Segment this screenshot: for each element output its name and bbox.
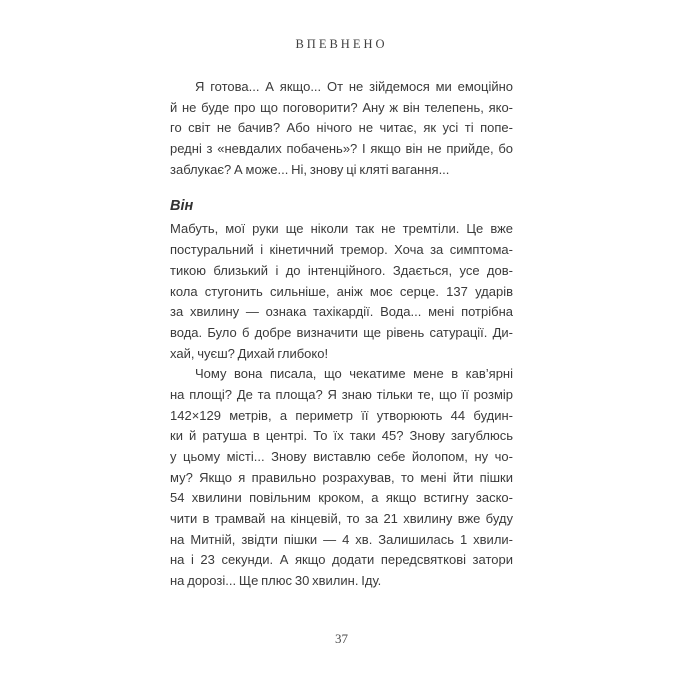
text-line: го світ не бачив? Або нічого не читає, як усі ті попе- <box>170 120 513 136</box>
text-line: тикою близький і до інтенційного. Здається, усе дов- <box>170 262 513 278</box>
text-line: у цьому місті... Знову виставлю себе йолопом, ну чо- <box>170 449 513 464</box>
text-line: на і 23 секунди. А якщо додати передсвяткові затори <box>170 552 513 568</box>
paragraph <box>170 364 513 592</box>
text-line: 142×129 метрів, а периметр її утворюють 44 будин- <box>170 407 513 423</box>
running-header: ВПЕВНЕНО <box>295 37 388 51</box>
text-line: му? Якщо я правильно розрахував, то мені йти пішки <box>170 469 513 485</box>
text-line: на дорозі... Ще плюс 30 хвилин. Іду. <box>170 573 382 589</box>
text-line: ки й ратуша в центрі. То їх таки 45? Знову загублюсь <box>170 428 513 444</box>
body-text-block <box>170 77 513 592</box>
text-line: хай, чуєш? Дихай глибоко! <box>170 345 329 361</box>
text-line: вода. Було б добре визначити ще рівень сатурації. Ди- <box>170 324 513 340</box>
text-line: заблукає? А може... Ні, знову ці кляті вагання... <box>170 161 450 177</box>
text-line: Чому вона писала, що чекатиме мене в кав’ярні <box>195 366 513 382</box>
text-line: за хвилину — ознака тахікардії. Вода... мені потрібна <box>170 304 513 320</box>
text-line: на Митній, звідти пішки — 4 хв. Залишилась 1 хвили- <box>170 531 513 547</box>
text-line: 54 хвилини повільним кроком, а якщо встигну заско- <box>170 490 513 506</box>
text-line: на площі? Де та площа? Я знаю тільки те, що її розмір <box>170 386 513 402</box>
paragraph <box>170 219 513 364</box>
page-number: 37 <box>335 631 348 646</box>
text-line: кола стугонить сильніше, аніж моє серце. 137 ударів <box>170 283 513 299</box>
paragraph <box>170 77 513 180</box>
text-line: Я готова... А якщо... От не зійдемося ми емоційно <box>195 79 513 94</box>
text-line: редні з «невдалих побачень»? І якщо він не прийде, бо <box>170 141 513 157</box>
section-heading: Він <box>170 198 194 215</box>
text-line: постуральний і кінетичний тремор. Хоча за симптома- <box>170 242 513 258</box>
text-line: Мабуть, мої руки ще ніколи так не тремтіли. Це вже <box>170 221 513 237</box>
text-line: чити в трамвай на кінцевій, то за 21 хвилину вже буду <box>170 511 513 527</box>
text-line: й не буде про що поговорити? Ану ж він телепень, яко- <box>170 99 513 115</box>
